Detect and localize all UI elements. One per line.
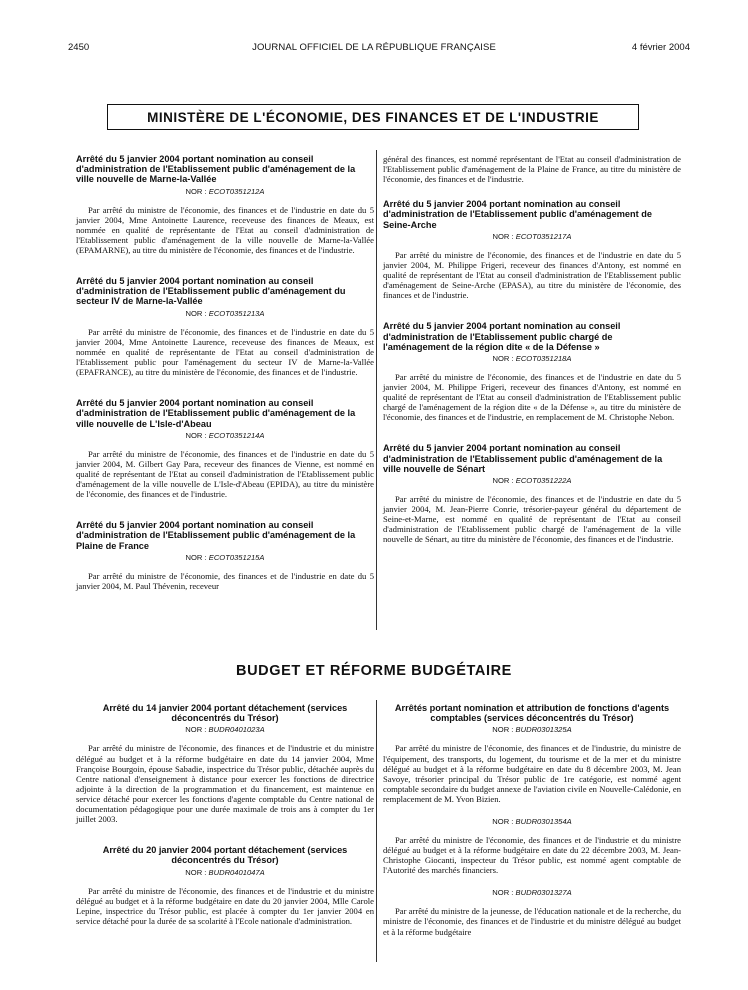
nor-code: BUDR0401023A (208, 725, 265, 735)
page-number: 2450 (68, 42, 90, 53)
article (76, 703, 374, 824)
article (383, 443, 681, 544)
article-heading: Arrêté du 5 janvier 2004 portant nomination au conseil d'administration de l'Etablissement public chargé de l'aménagement de la région dite « de la Défense » (383, 321, 621, 352)
nor-label: NOR : (185, 430, 207, 440)
article (76, 276, 374, 377)
article-body: Par arrêté du ministre de l'économie, des finances et de l'industrie et du ministre délégué au budget et à la réforme budgétaire en date du 14 janvier 2004, Mme Françoise Bourgoin, épouse Sabadie, inspectrice du Trésor public, détachée auprès du Centre national d'enseignement à distance pour exercer les fonctions de directrice adjointe à la direction de la programmation et du financement, est maintenue en service détaché pour exercer les fonctions d'agente comptable du Centre national de documentation pédagogique pour une durée maximale de trois ans à compter du 1er juillet 2003. (76, 743, 374, 825)
article (383, 321, 681, 422)
article-body: Par arrêté du ministre de l'économie, des finances et de l'industrie en date du 5 janvier 2004, M. Paul Thévenin, receveur (76, 570, 374, 591)
nor-code: ECOT0351218A (515, 353, 572, 363)
nor-line (383, 476, 681, 485)
nor-line (383, 354, 681, 363)
article (76, 520, 374, 591)
running-head (0, 42, 748, 56)
nor-line (76, 553, 374, 562)
article-body: Par arrêté du ministre de l'économie, des finances et de l'industrie et du ministre délégué au budget et à la réforme budgétaire en date du 22 décembre 2003, M. Jean-Christophe Giocanti, inspecteur du Trésor public, est nommé agent comptable de l'Autorité des marchés financiers. (383, 834, 681, 876)
nor-code: ECOT0351215A (208, 552, 265, 562)
nor-line (76, 187, 374, 196)
article-heading: Arrêté du 5 janvier 2004 portant nomination au conseil d'administration de l'Etablissement public d'aménagement de Seine-Arche (383, 199, 652, 230)
article-heading: Arrêté du 5 janvier 2004 portant nomination au conseil d'administration de l'Etablissement public d'aménagement de la ville nouvelle de Marne-la-Vallée (76, 154, 356, 185)
nor-label: NOR : (492, 816, 514, 826)
nor-label: NOR : (185, 552, 207, 562)
nor-code: ECOT0351214A (208, 430, 265, 440)
article (76, 154, 374, 255)
nor-label: NOR : (492, 231, 514, 241)
nor-code: BUDR0301325A (515, 725, 572, 735)
article-heading: Arrêté du 14 janvier 2004 portant détachement (services déconcentrés du Trésor) (102, 703, 348, 724)
article (76, 398, 374, 499)
column-divider (376, 150, 377, 630)
budget-section-title: BUDGET ET RÉFORME BUDGÉTAIRE (236, 663, 512, 679)
article-heading: Arrêtés portant nomination et attribution de fonctions d'agents comptables (services déconcentrés du Trésor) (394, 703, 670, 724)
article-heading: Arrêté du 5 janvier 2004 portant nomination au conseil d'administration de l'Etablissement public d'aménagement de la ville nouvelle de L'Isle-d'Abeau (76, 398, 356, 429)
article-continuation: général des finances, est nommé représentant de l'Etat au conseil d'administration de l'Etablissement public d'aménagement de la Plaine de France, au titre du ministère de l'économie, des finances et de l'industrie. (383, 154, 681, 185)
nor-label: NOR : (492, 353, 514, 363)
article-heading: Arrêté du 20 janvier 2004 portant détachement (services déconcentrés du Trésor) (102, 845, 348, 866)
nor-label: NOR : (492, 725, 514, 735)
nor-code: ECOT0351217A (515, 231, 572, 241)
article (76, 845, 374, 926)
article-body: Par arrêté du ministre de l'économie, des finances et de l'industrie en date du 5 janvier 2004, Mme Antoinette Laurence, receveuse des finances de Meaux, est nommée en qualité de représentante de l'Etat au conseil d'administration de l'Etablissement public pour l'aménagement du secteur IV de Marne-la-Vallée (EPAFRANCE), au titre du ministère de l'économie, des finances et de l'industrie. (76, 326, 374, 378)
right-column-ministry (383, 154, 681, 566)
nor-code: BUDR0301327A (515, 888, 572, 898)
nor-label: NOR : (185, 867, 207, 877)
nor-label: NOR : (185, 308, 207, 318)
nor-line (383, 817, 681, 826)
left-column-budget (76, 703, 374, 947)
journal-title: JOURNAL OFFICIEL DE LA RÉPUBLIQUE FRANÇAISE (252, 42, 496, 53)
nor-line (76, 868, 374, 877)
article-heading: Arrêté du 5 janvier 2004 portant nomination au conseil d'administration de l'Etablissement public d'aménagement de la ville nouvelle de Sénart (383, 443, 663, 474)
left-column-ministry (76, 154, 374, 612)
nor-line (76, 431, 374, 440)
article-body: Par arrêté du ministre de l'économie, des finances et de l'industrie en date du 5 janvier 2004, M. Philippe Frigeri, receveur des finances d'Antony, est nommé en qualité de représentant de l'Etat au conseil d'administration de l'Etablissement public chargé de l'aménagement de la région dite « de la Défense », au titre du ministère de l'économie, des finances et de l'industrie, en remplacement de M. Christophe Nebon. (383, 371, 681, 423)
ministry-section-title: MINISTÈRE DE L'ÉCONOMIE, DES FINANCES ET DE L'INDUSTRIE (107, 104, 639, 130)
article-body: Par arrêté du ministre de l'économie, des finances et de l'industrie en date du 5 janvier 2004, M. Gilbert Gay Para, receveur des finances de Vienne, est nommé en qualité de représentant de l'Etat au conseil d'administration de l'Etablissement public d'aménagement de la ville nouvelle de L'Isle-d'Abeau (EPIDA), au titre du ministère de l'économie, des finances et de l'industrie. (76, 448, 374, 500)
article-body: Par arrêté du ministre de l'économie, des finances et de l'industrie en date du 5 janvier 2004, M. Philippe Frigeri, receveur des finances d'Antony, est nommé en qualité de représentant de l'Etat au conseil d'administration de l'Etablissement public d'aménagement de Seine-Arche (EPASA), au titre du ministère de l'économie, des finances et de l'industrie. (383, 249, 681, 301)
article (383, 199, 681, 300)
nor-code: ECOT0351213A (208, 308, 265, 318)
nor-line (76, 725, 374, 734)
issue-date: 4 février 2004 (631, 42, 690, 53)
nor-label: NOR : (492, 476, 514, 486)
right-column-budget (383, 703, 681, 937)
article-heading: Arrêté du 5 janvier 2004 portant nomination au conseil d'administration de l'Etablissement public d'aménagement de la Plaine de France (76, 520, 356, 551)
nor-label: NOR : (185, 725, 207, 735)
article-body: Par arrêté du ministre de l'économie, des finances et de l'industrie, du ministre de l'équipement, des transports, du logement, du tourisme et de la mer et du ministre délégué au budget et à la réforme budgétaire en date du 8 décembre 2003, M. Jean Savoye, trésorier principal du Trésor public de 1re catégorie, est nommé agent comptable secondaire du budget annexe de l'aviation civile en Nouvelle-Calédonie, en remplacement de M. Yvon Bizien. (383, 743, 681, 804)
nor-label: NOR : (492, 888, 514, 898)
article-heading: Arrêté du 5 janvier 2004 portant nomination au conseil d'administration de l'Etablissement public d'aménagement du secteur IV de Marne-la-Vallée (76, 276, 346, 307)
nor-line (383, 725, 681, 734)
column-divider (376, 700, 377, 962)
article-body: Par arrêté du ministre de l'économie, des finances et de l'industrie en date du 5 janvier 2004, M. Jean-Pierre Conrie, trésorier-payeur général du département de Seine-et-Marne, est nommé en qualité de représentant de l'Etat au conseil d'administration de l'Etablissement public chargé de l'aménagement de la ville nouvelle de Sénart, au titre du ministère de l'économie, des finances et de l'industrie. (383, 494, 681, 545)
nor-line (383, 232, 681, 241)
nor-line (76, 309, 374, 318)
article-body: Par arrêté du ministre de l'économie, des finances et de l'industrie et du ministre délégué au budget et à la réforme budgétaire en date du 20 janvier 2004, Mlle Carole Lepine, inspectrice du Trésor public, est placée à compter du 1er janvier 2004 en service détaché pour la durée de sa scolarité à l'Ecole nationale d'administration. (76, 885, 374, 926)
nor-code: ECOT0351212A (208, 186, 265, 196)
article-body: Par arrêté du ministre de la jeunesse, de l'éducation nationale et de la recherche, du ministre de l'économie, des finances et de l'industrie et du ministre délégué au budget et à la réforme budgétaire (383, 906, 681, 937)
nor-code: BUDR0301354A (515, 816, 572, 826)
nor-line (383, 888, 681, 897)
nor-code: ECOT0351222A (515, 476, 572, 486)
article-body: Par arrêté du ministre de l'économie, des finances et de l'industrie en date du 5 janvier 2004, Mme Antoinette Laurence, receveuse des finances de Meaux, est nommée en qualité de représentante de l'Etat au conseil d'administration de l'Etablissement public d'aménagement de la ville nouvelle de Marne-la-Vallée (EPAMARNE), au titre du ministère de l'économie, des finances et de l'industrie. (76, 204, 374, 255)
nor-code: BUDR0401047A (208, 867, 265, 877)
nor-label: NOR : (185, 186, 207, 196)
